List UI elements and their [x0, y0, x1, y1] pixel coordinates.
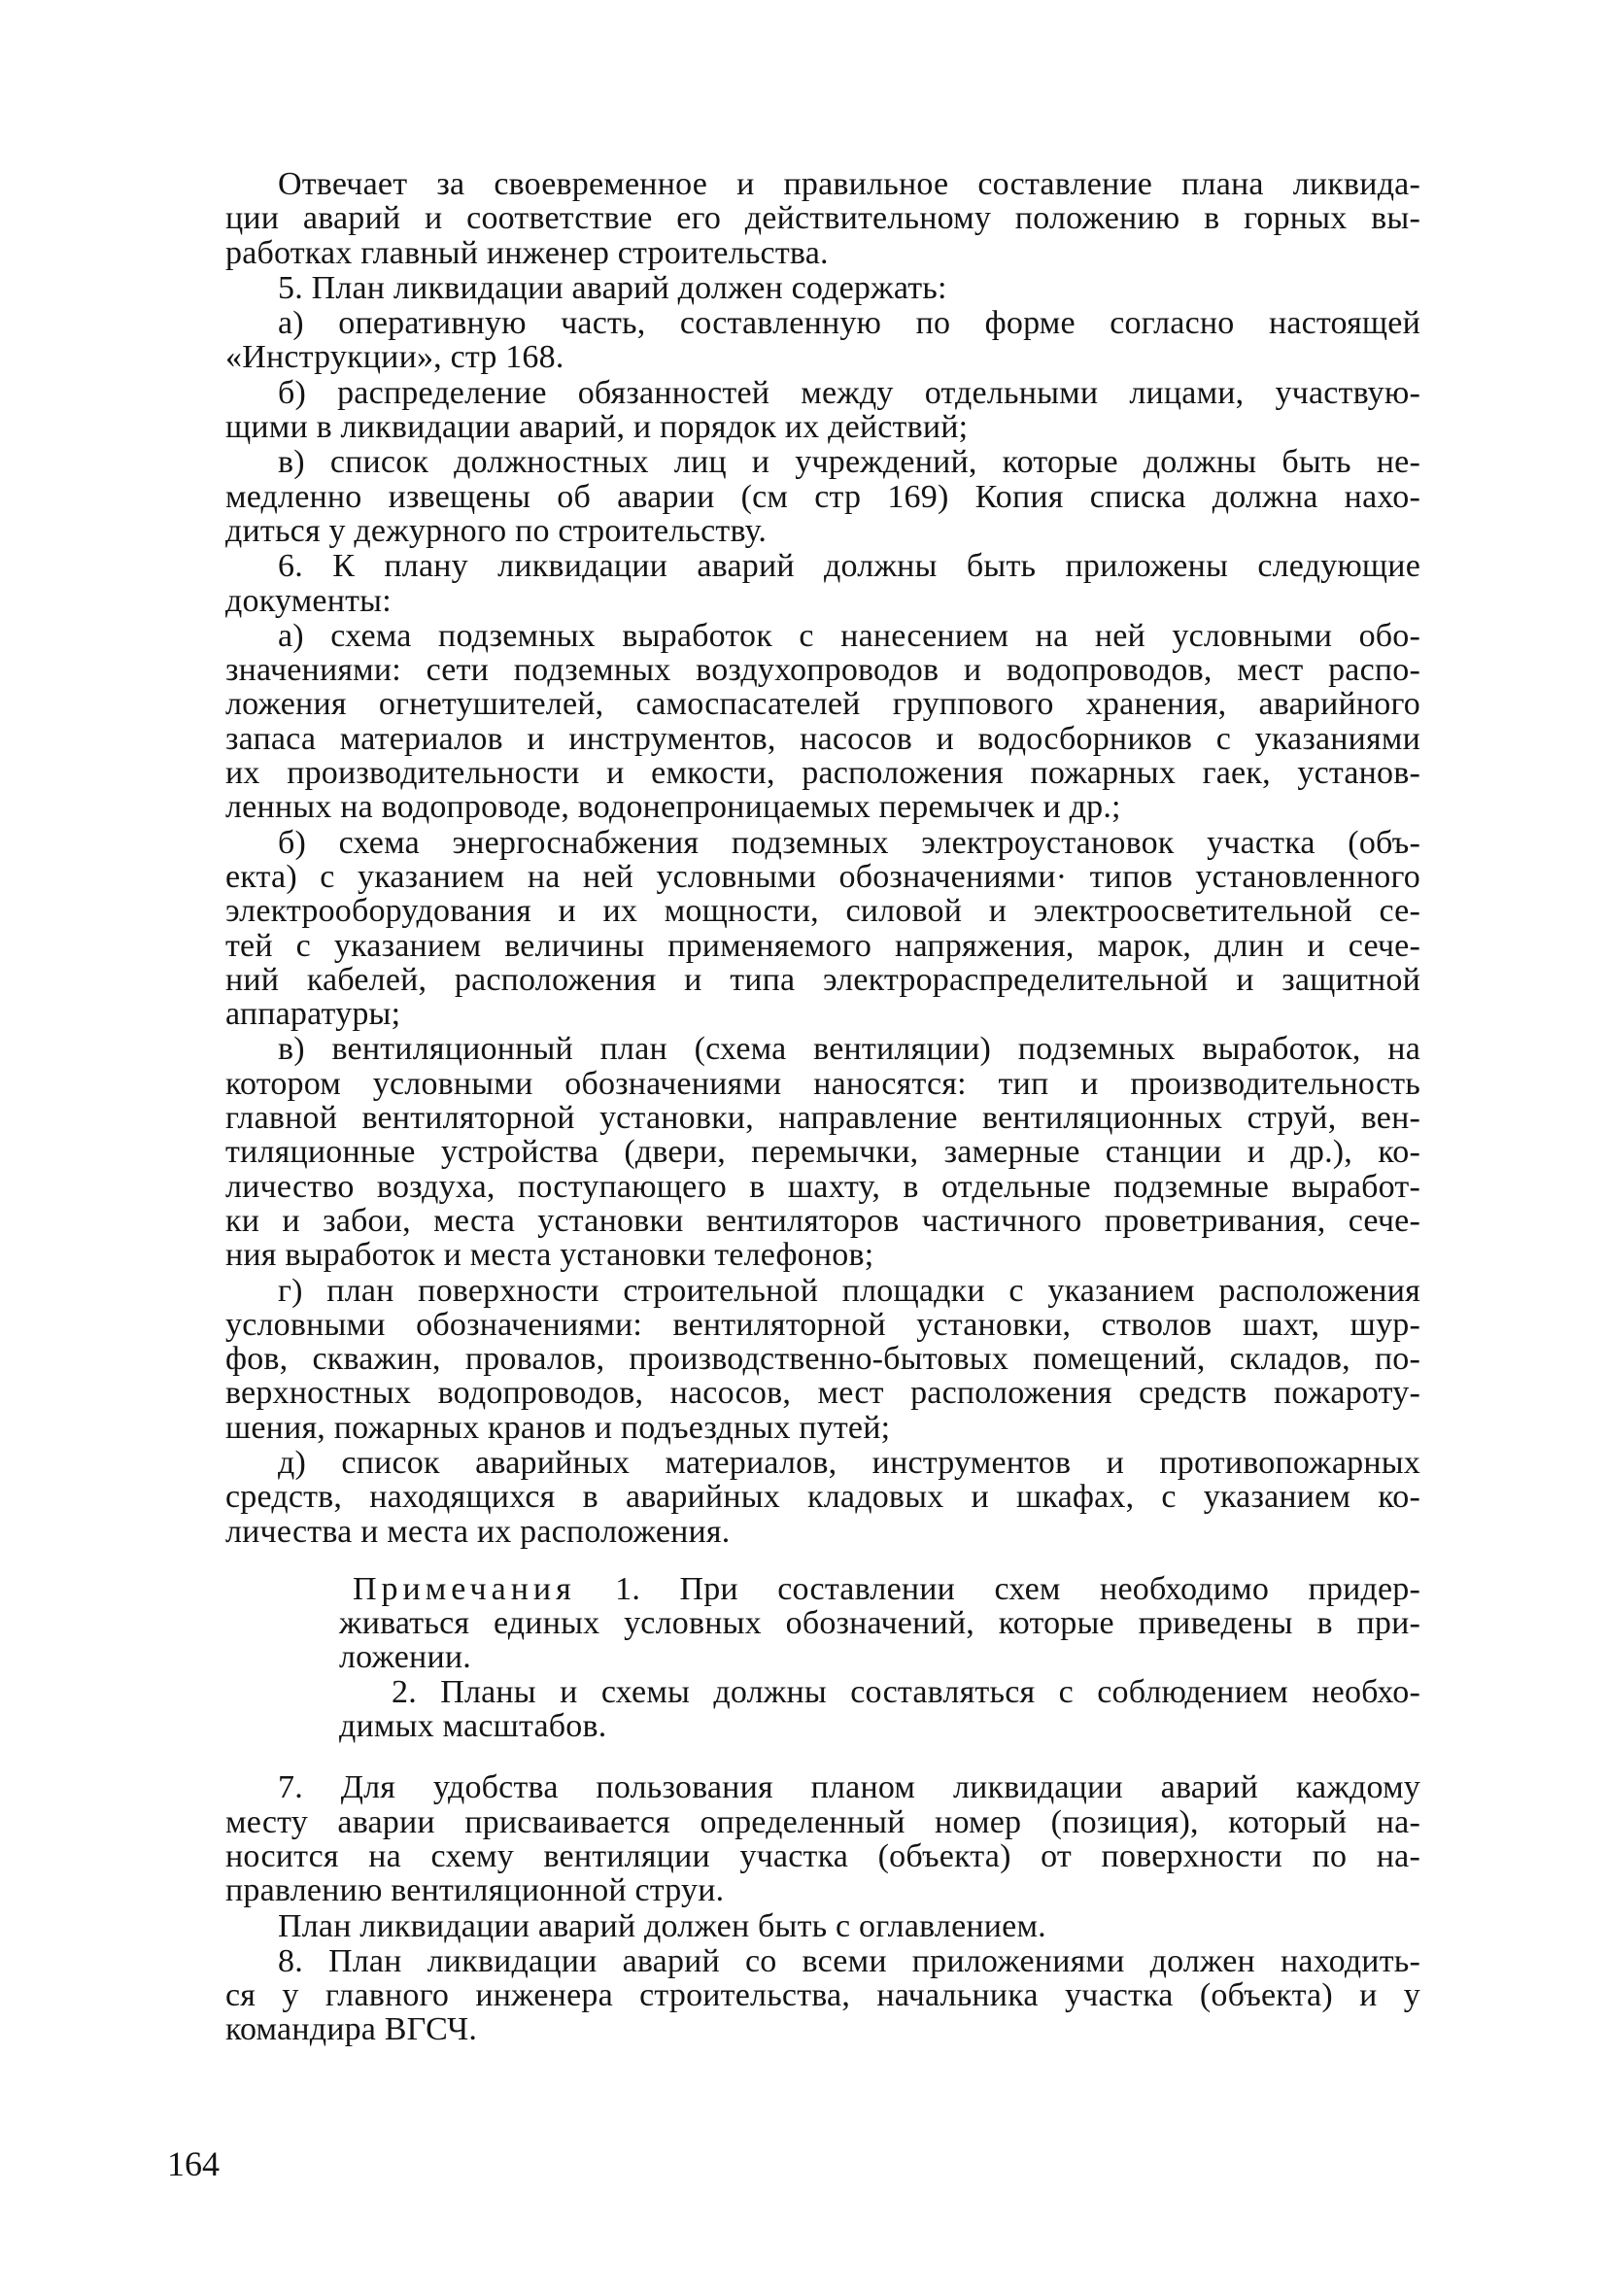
text-line: условными обозначениями: вентиляторной установки, стволов шахт, шур-: [225, 1306, 1420, 1343]
text-line: в) список должностных лиц и учреждений, которые должны быть не-: [278, 444, 1420, 481]
text-line: г) план поверхности строительной площадки с указанием расположения: [278, 1272, 1420, 1309]
text-line: ся у главного инженера строительства, начальника участка (объекта) и у: [225, 1977, 1420, 2014]
text-line: фов, скважин, провалов, производственно-бытовых помещений, складов, по-: [225, 1341, 1420, 1378]
text-line: медленно извещены об аварии (см стр 169) Копия списка должна нахо-: [225, 478, 1420, 515]
text-line: средств, находящихся в аварийных кладовых и шкафах, с указанием ко-: [225, 1479, 1420, 1516]
paragraph-p7b: [225, 1909, 1420, 1943]
text-line: диться у дежурного по строительству.: [225, 512, 768, 549]
text-line: ки и забои, места установки вентиляторов частичного проветривания, сече-: [225, 1202, 1420, 1239]
note-line: димых масштабов.: [339, 1708, 607, 1745]
notes-block: [225, 1572, 1420, 1743]
text-line: командира ВГСЧ.: [225, 2011, 478, 2048]
note-item-1-first: 1. При составлении схем необходимо придер-: [615, 1570, 1420, 1607]
text-line: ложения огнетушителей, самоспасателей группового хранения, аварийного: [225, 686, 1420, 723]
text-line: личества и места их расположения.: [225, 1513, 731, 1550]
note-line: живаться единых условных обозначений, которые приведены в при-: [339, 1605, 1420, 1642]
text-line: 5. План ликвидации аварий должен содержать:: [278, 269, 947, 306]
text-line: верхностных водопроводов, насосов, мест расположения средств пожароту-: [225, 1375, 1420, 1412]
text-line: ния выработок и места установки телефонов;: [225, 1237, 874, 1274]
text-line: их производительности и емкости, расположения пожарных гаек, установ-: [225, 755, 1420, 792]
text-line: б) распределение обязанностей между отдельными лицами, участвую-: [278, 374, 1420, 411]
text-line: в) вентиляционный план (схема вентиляции) подземных выработок, на: [278, 1031, 1420, 1068]
paragraph-p8: [225, 1944, 1420, 2047]
text-line: значениями: сети подземных воздухопроводов и водопроводов, мест распо-: [225, 652, 1420, 689]
text-line: а) оперативную часть, составленную по форме согласно настоящей: [278, 305, 1420, 342]
text-line: а) схема подземных выработок с нанесением на ней условными обо-: [278, 617, 1420, 654]
paragraph-intro: [225, 167, 1420, 270]
text-line: Отвечает за своевременное и правильное составление плана ликвида-: [278, 166, 1420, 202]
text-line: 8. План ликвидации аварий со всеми приложениями должен находить-: [278, 1942, 1420, 1979]
paragraph-p5b: [225, 376, 1420, 445]
text-line: электрооборудования и их мощности, силовой и электроосветительной се-: [225, 893, 1420, 930]
text-line: План ликвидации аварий должен быть с оглавлением.: [278, 1907, 1046, 1944]
text-line: работках главный инженер строительства.: [225, 234, 829, 271]
text-line: личество воздуха, поступающего в шахту, в отдельные подземные выработ-: [225, 1168, 1420, 1205]
text-line: екта) с указанием на ней условными обозначениями· типов установленного: [225, 858, 1420, 895]
text-line: д) список аварийных материалов, инструментов и противопожарных: [278, 1444, 1420, 1481]
paragraph-p6g: [225, 1274, 1420, 1445]
paragraph-p6: [225, 549, 1420, 618]
text-line: шения, пожарных кранов и подъездных путей;: [225, 1409, 891, 1446]
paragraph-p6b: [225, 826, 1420, 1032]
paragraph-p6d: [225, 1446, 1420, 1549]
text-line: тиляционные устройства (двери, перемычки, замерные станции и др.), ко-: [225, 1134, 1420, 1171]
paragraph-p5: [225, 271, 1420, 305]
paragraph-p7: [225, 1770, 1420, 1907]
text-line: ции аварий и соответствие его действительному положению в горных вы-: [225, 200, 1420, 237]
text-line: б) схема энергоснабжения подземных электроустановок участка (объ-: [278, 824, 1420, 861]
paragraph-p5v: [225, 445, 1420, 548]
body-text: [225, 167, 1420, 1549]
text-line: щими в ликвидации аварий, и порядок их действий;: [225, 409, 969, 446]
text-line: месту аварии присваивается определенный номер (позиция), который на-: [225, 1803, 1420, 1840]
note-line: ложении.: [339, 1639, 471, 1676]
note-line: [339, 1572, 1420, 1606]
text-line: 6. К плану ликвидации аварий должны быть приложены следующие: [278, 548, 1420, 585]
text-line: аппаратуры;: [225, 996, 401, 1033]
text-line: носится на схему вентиляции участка (объекта) от поверхности по на-: [225, 1837, 1420, 1874]
text-line: документы:: [225, 582, 392, 619]
note-line: 2. Планы и схемы должны составляться с соблюдением необхо-: [392, 1673, 1420, 1710]
paragraph-p5a: [225, 306, 1420, 375]
body-text-after-notes: [225, 1770, 1420, 2046]
text-line: ний кабелей, расположения и типа электрораспределительной и защитной: [225, 961, 1420, 998]
text-line: 7. Для удобства пользования планом ликвидации аварий каждому: [278, 1769, 1420, 1806]
paragraph-p6v: [225, 1032, 1420, 1272]
text-line: запаса материалов и инструментов, насосов и водосборников с указаниями: [225, 720, 1420, 757]
text-line: «Инструкции», стр 168.: [225, 339, 564, 376]
text-line: правлению вентиляционной струи.: [225, 1872, 725, 1909]
page-number: 164: [167, 2144, 220, 2183]
note-label: Примечания: [353, 1570, 576, 1607]
text-line: котором условными обозначениями наносятся: тип и производительность: [225, 1065, 1420, 1102]
paragraph-p6a: [225, 619, 1420, 825]
text-line: ленных на водопроводе, водонепроницаемых перемычек и др.;: [225, 789, 1121, 826]
text-line: тей с указанием величины применяемого напряжения, марок, длин и сече-: [225, 927, 1420, 964]
text-line: главной вентиляторной установки, направление вентиляционных струй, вен-: [225, 1100, 1420, 1137]
document-page: [225, 167, 1420, 2047]
